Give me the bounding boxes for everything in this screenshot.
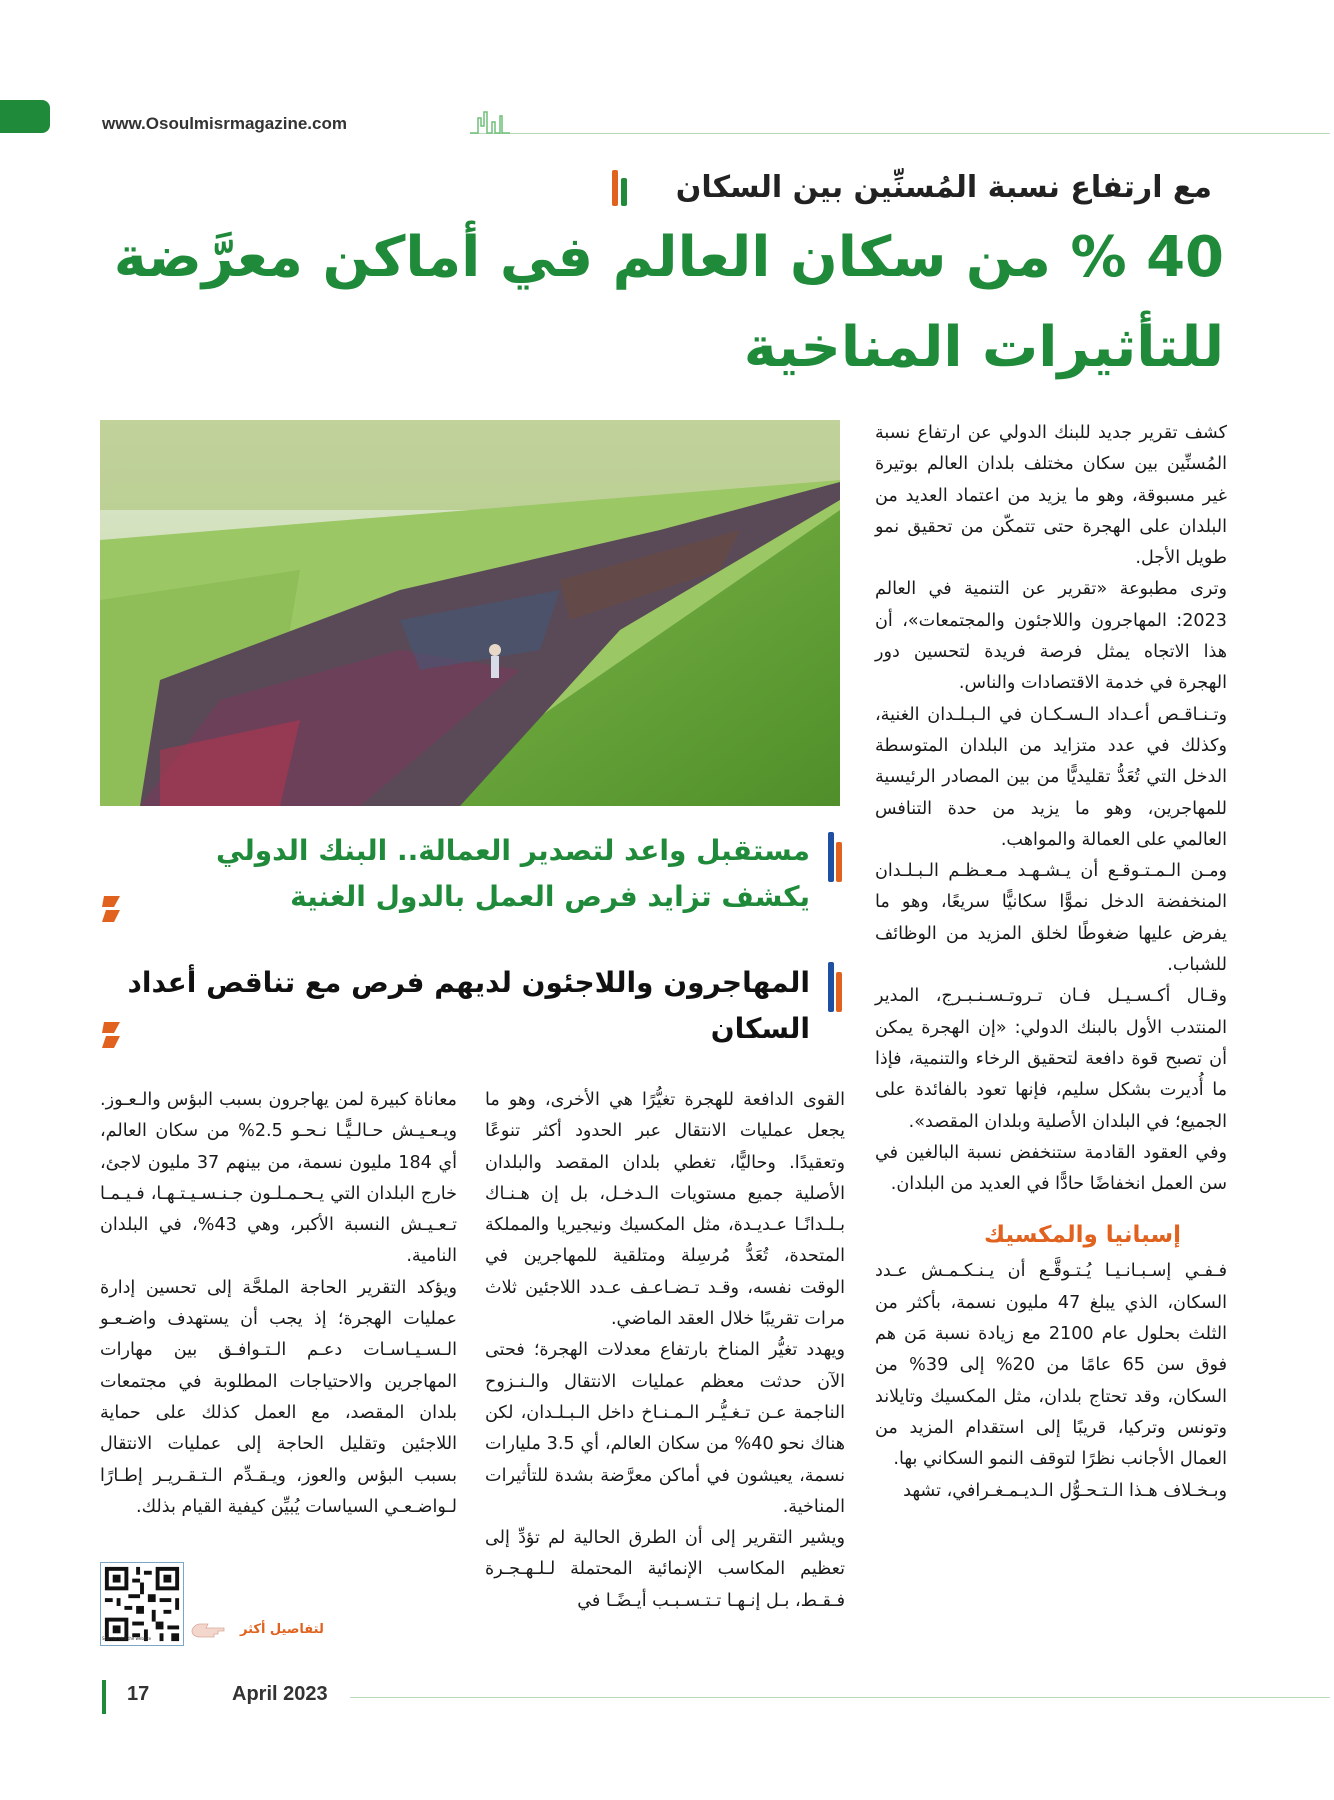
migrants-photo	[100, 420, 840, 806]
callout-headline-2: المهاجرون واللاجئون لديهم فرص مع تناقص أعداد السكان	[127, 966, 810, 1045]
qr-caption: Scan to visit the website	[102, 1636, 152, 1641]
qr-code-icon	[101, 1563, 183, 1645]
paragraph: ومـن الـمـتـوقـع أن يـشـهـد مـعـظـم الـبـلـدان المنخفضة الدخل نموًّا سكانيًّا سريعًا، وهو ما يفرض عليها ضغوطًا لخلق المزيد من الوظائف للشباب.	[875, 861, 1227, 976]
paragraph: القوى الدافعة للهجرة تغيُّرًا هي الأخرى، وهو ما يجعل عمليات الانتقال عبر الحدود أكثر تنوعًا وتعقيدًا. وحاليًّا، تغطي بلدان المقصد والبلدان الأصلية جميع مستويات الـدخـل، بل إن هـنـاك بـلـدانًـا عـديـدة، مثل المكسيك ونيجيريا والمملكة المتحدة، تُعَدُّ مُرسِلة ومتلقية للمهاجرين في الوقت نفسه، وقـد تـضـاعـف عـدد اللاجئين ثلاث مرات تقريبًا خلال العقد الماضي.	[485, 1090, 845, 1330]
sub-heading: إسبانيا والمكسيك	[983, 1222, 1181, 1249]
callout-bar-orange	[836, 842, 842, 882]
article-title-line-1: 40 % من سكان العالم في أماكن معرَّضة	[113, 225, 1224, 290]
article-column-middle	[485, 1085, 845, 1617]
paragraph: ويؤكد التقرير الحاجة الملحَّة إلى تحسين إدارة عمليات الهجرة؛ إذ يجب أن يستهدف واضـعـو الـسـيـاسـات دعـم الـتـوافـق بين مهارات المهاجرين والاحتياجات المطلوبة في مجتمعات بلدان المقصد، مع العمل كذلك على حماية اللاجئين وتقليل الحاجة إلى عمليات الانتقال بسبب البؤس والعوز، ويـقـدِّم الـتـقـريـر إطـارًا لـواضـعـي السياسات يُبيِّن كيفية القيام بذلك.	[100, 1277, 457, 1517]
pointing-hand-icon	[188, 1620, 226, 1640]
header-divider	[470, 133, 1330, 134]
callout-bar-blue	[828, 832, 834, 882]
paragraph: وفي العقود القادمة ستنخفض نسبة البالغين في سن العمل انخفاضًا حادًّا في العديد من البلدان.	[875, 1142, 1227, 1195]
article-column-right	[875, 418, 1227, 1507]
paragraph: وترى مطبوعة «تقرير عن التنمية في العالم 2023: المهاجرون واللاجئون والمجتمعات»، أن هذا الاتجاه يمثل فرصة فريدة لتحسين دور الهجرة في خدمة الاقتصادات والناس.	[875, 579, 1227, 694]
paragraph: وتـنـاقـص أعـداد الـسـكـان في الـبـلـدان الغنية، وكذلك في عدد متزايد من البلدان المتوسطة الدخل التي تُعَدُّ تقليديًّا من بين المصادر الرئيسية للمهاجرين، وهو ما يزيد من حدة التنافس العالمي على العمالة والمواهب.	[875, 704, 1227, 850]
paragraph: وقـال أكـسـيـل فـان تـروتـسـنـبـرج، المدير المنتدب الأول بالبنك الدولي: «إن الهجرة يمكن أن تصبح قوة دافعة لتحقيق الرخاء والتنمية، فإذا ما أُديرت بشكل سليم، فإنها تعود بالفائدة على الجميع؛ في البلدان الأصلية وبلدان المقصد».	[875, 986, 1227, 1132]
paragraph: فـفـي إسـبـانـيـا يُـتـوقَّـع أن يـنـكـمـش عـدد السكان، الذي يبلغ 47 مليون نسمة، بأكثر من الثلث بحلول عام 2100 مع زيادة نسبة مَن هم فوق سن 65 عامًا من 20% إلى 39% من السكان، وقد تحتاج بلدان، مثل المكسيك وتايلاند وتونس وتركيا، قريبًا إلى استقدام المزيد من العمال الأجانب نظرًا لتوقف النمو السكاني بها.	[875, 1261, 1228, 1470]
callout-bar-orange	[836, 972, 842, 1012]
paragraph: كشف تقرير جديد للبنك الدولي عن ارتفاع نسبة المُسنِّين بين سكان مختلف بلدان العالم بوتيرة غير مسبوقة، وهو ما يزيد من اعتماد العديد من البلدان على الهجرة حتى تتمكّن من تحقيق نمو طويل الأجل.	[875, 423, 1227, 569]
skyline-icon	[470, 106, 510, 134]
paragraph: وبـخـلاف هـذا الـتـحـوُّل الـديـمـغـرافي، تشهد	[903, 1480, 1227, 1501]
orange-quote-icon	[100, 894, 122, 924]
article-column-left	[100, 1085, 457, 1523]
paragraph: معاناة كبيرة لمن يهاجرون بسبب البؤس والـعـوز. ويـعـيـش حـالـيًّـا نـحـو 2.5% من سكان العالم، أي 184 مليون نسمة، من بينهم 37 مليون لاجئ، خارج البلدان التي يـحـمـلـون جـنـسـيـتـهـا، فـيـمـا تـعـيـش النسبة الأكبر، وهي 43%، في البلدان النامية.	[100, 1090, 457, 1267]
migrants-photo-illustration	[100, 420, 840, 806]
paragraph: ويهدد تغيُّر المناخ بارتفاع معدلات الهجرة؛ فحتى الآن حدثت معظم عمليات الانتقال والـنـزوح الناجمة عـن تـغـيُّـر الـمـنـاخ داخل الـبـلـدان، لكن هناك نحو 40% من سكان العالم، أي 3.5 مليارات نسمة، يعيشون في أماكن معرَّضة بشدة للتأثيرات المناخية.	[485, 1340, 845, 1517]
callout-headline-1: مستقبل واعد لتصدير العمالة.. البنك الدولي يكشف تزايد فرص العمل بالدول الغنية	[215, 834, 810, 913]
kicker-bar-orange	[612, 170, 618, 206]
footer-accent-bar	[102, 1680, 106, 1714]
issue-date: April 2023	[232, 1683, 328, 1705]
kicker-bar-green	[621, 178, 627, 206]
article-title-line-2: للتأثيرات المناخية	[743, 315, 1224, 380]
callout-bar-blue	[828, 962, 834, 1012]
paragraph: ويشير التقرير إلى أن الطرق الحالية لم تؤدِّ إلى تعظيم المكاسب الإنمائية المحتملة لـلـهـجـرة فـقـط، بـل إنـهـا تـتـسـبـب أيـضًـا في	[485, 1528, 845, 1611]
footer-divider	[350, 1697, 1330, 1698]
header-tab	[0, 100, 50, 133]
more-details-label: لتفاصيل أكثر	[240, 1622, 324, 1637]
page-number: 17	[127, 1683, 150, 1705]
qr-code[interactable]	[100, 1562, 184, 1646]
orange-quote-icon	[100, 1020, 122, 1050]
site-url[interactable]: www.Osoulmisrmagazine.com	[102, 114, 347, 133]
article-kicker: مع ارتفاع نسبة المُسنِّين بين السكان	[675, 170, 1212, 205]
